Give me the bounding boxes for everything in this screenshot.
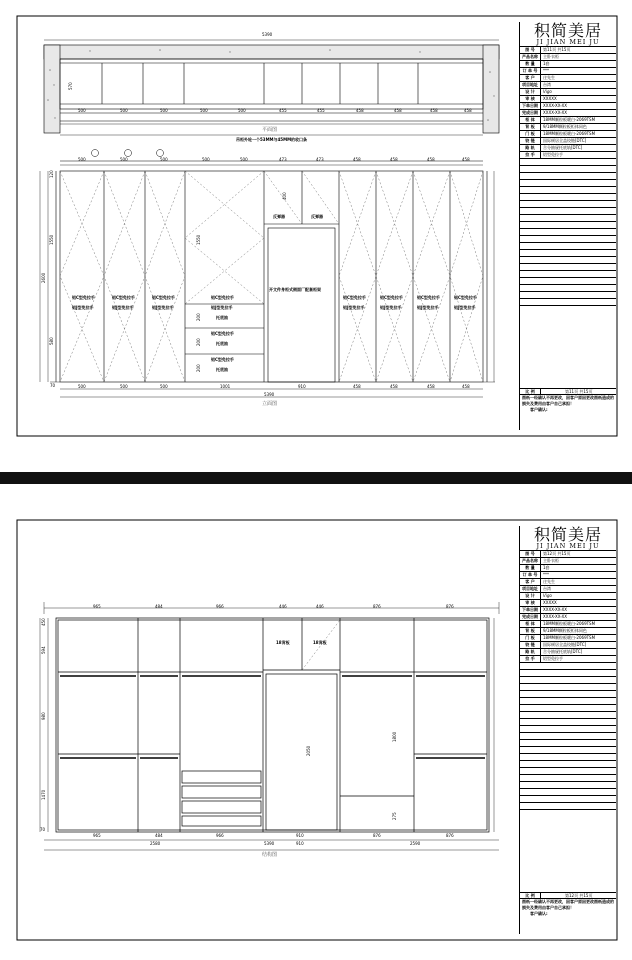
title-rows <box>520 47 616 306</box>
plan-total-dim: 5390 <box>262 32 273 37</box>
plan-dim: 500 <box>120 108 128 113</box>
title-value: 台湾 <box>543 586 551 591</box>
customer-confirm: 客户确认: <box>530 407 548 412</box>
door-label: 铝C型免拉手 <box>152 295 175 300</box>
title-rows <box>520 551 616 810</box>
door-label: 铝J型免拉手 <box>454 305 476 310</box>
struct-bottom-dim: 876 <box>373 833 381 838</box>
plan-dim: 455 <box>279 108 287 113</box>
blank-row <box>520 229 616 236</box>
struct-inner-dim: 1800 <box>392 731 397 742</box>
structure-caption: 结构图 <box>262 852 278 858</box>
title-value: XXXX-XX-XX <box>543 614 568 619</box>
title-row <box>520 117 616 124</box>
elevation-view <box>56 161 487 382</box>
title-row <box>520 586 616 593</box>
title-value: *** <box>543 68 549 73</box>
title-value: 18MM颗粒板暖白-2069TSM <box>543 621 596 626</box>
title-key: 铰 链 <box>520 642 541 648</box>
title-key: 图 号 <box>520 551 541 557</box>
struct-left-dim: 980 <box>41 712 46 720</box>
elev-bottom-dim: 910 <box>298 384 306 389</box>
title-row <box>520 572 616 579</box>
blank-row <box>520 250 616 257</box>
title-key: 数 量 <box>520 565 541 571</box>
scale-label: 比 例 <box>520 389 541 394</box>
brand-name-en: JI JIAN MEI JU <box>536 38 600 46</box>
elev-left-dim: 580 <box>49 337 54 345</box>
structure-view <box>56 618 489 832</box>
title-value: *** <box>543 572 549 577</box>
blank-row <box>520 271 616 278</box>
title-row <box>520 579 616 586</box>
title-row <box>520 68 616 75</box>
title-row <box>520 600 616 607</box>
blank-row <box>520 782 616 789</box>
title-value: 铝型免拉手 <box>543 152 563 157</box>
door-label: 铝J型免拉手 <box>343 305 365 310</box>
plan-dim: 500 <box>78 108 86 113</box>
title-row <box>520 614 616 621</box>
struct-sub-dim: 2580 <box>150 841 161 846</box>
drawing-sheet-2 <box>0 484 632 960</box>
title-key: 路 轨 <box>520 649 541 655</box>
plan-dim: 500 <box>160 108 168 113</box>
title-row <box>520 82 616 89</box>
elev-top-dim: 500 <box>160 157 168 162</box>
blank-row <box>520 187 616 194</box>
title-row <box>520 75 616 82</box>
door-label: 铝C型免拉手 <box>72 295 95 300</box>
drawing-sheet-1 <box>0 0 632 472</box>
blank-row <box>520 285 616 292</box>
title-key: 产品名称 <box>520 54 541 60</box>
struct-bottom-dim: 876 <box>446 833 454 838</box>
drawer-label: 托底抽 <box>216 341 228 346</box>
title-row <box>520 54 616 61</box>
title-key: 柜 体 <box>520 621 541 627</box>
flip-label: 反弹器 <box>273 214 285 219</box>
elev-top-dim: 500 <box>202 157 210 162</box>
title-key: 完成日期 <box>520 614 541 620</box>
title-row <box>520 124 616 131</box>
designer-signature: Vigo <box>543 89 552 94</box>
title-key: 铰 链 <box>520 138 541 144</box>
drawer-label: 铝C型免拉手 <box>211 357 234 362</box>
drawer-label: 托底抽 <box>216 367 228 372</box>
title-row <box>520 607 616 614</box>
title-value: XXXX-XX-XX <box>543 110 568 115</box>
elev-bottom-dim: 458 <box>462 384 470 389</box>
elev-bottom-dim: 458 <box>427 384 435 389</box>
blank-row <box>520 684 616 691</box>
elev-bottom-dim: 500 <box>160 384 168 389</box>
title-value: 台湾 <box>543 82 551 87</box>
title-row <box>520 593 616 600</box>
struct-top-dim: 876 <box>373 604 381 609</box>
title-row <box>520 138 616 145</box>
elev-left-dim: 2600 <box>41 272 46 283</box>
title-key: 订 单 号 <box>520 572 541 578</box>
title-key: 背 板 <box>520 124 541 130</box>
title-key: 审 核 <box>520 96 541 102</box>
struct-bottom-dim: 910 <box>296 833 304 838</box>
title-row <box>520 635 616 642</box>
title-row <box>520 110 616 117</box>
title-value: 1套 <box>543 565 550 570</box>
title-row <box>520 621 616 628</box>
brand-name-en: JI JIAN MEI JU <box>536 542 600 550</box>
title-value: 庄先生 <box>543 75 555 80</box>
title-key: 拉 手 <box>520 152 541 158</box>
title-row <box>520 89 616 96</box>
blank-row <box>520 726 616 733</box>
title-key: 客 户 <box>520 579 541 585</box>
title-row <box>520 103 616 110</box>
door-label: 铝C型免拉手 <box>343 295 366 300</box>
title-row <box>520 642 616 649</box>
sheet-divider <box>0 472 632 484</box>
struct-bottom-dim: 484 <box>155 833 163 838</box>
struct-bottom-dim: 965 <box>93 833 101 838</box>
elev-side-dim: 200 <box>196 338 201 346</box>
struct-top-dim: 484 <box>155 604 163 609</box>
blank-row <box>520 670 616 677</box>
drawer-label: 托底抽 <box>216 315 228 320</box>
blank-row <box>520 201 616 208</box>
title-row <box>520 656 616 663</box>
struct-top-dim: 876 <box>446 604 454 609</box>
elev-top-dim: 458 <box>427 157 435 162</box>
title-row <box>520 558 616 565</box>
elev-bottom-dim: 458 <box>390 384 398 389</box>
elev-top-dim: 458 <box>462 157 470 162</box>
title-key: 项目地址 <box>520 82 541 88</box>
title-value: 主卧衣柜 <box>543 54 559 59</box>
blank-row <box>520 278 616 285</box>
title-value: 合分抽屉托底轨[DTC] <box>543 649 583 654</box>
elev-bottom-dim: 500 <box>78 384 86 389</box>
struct-inner-dim: 275 <box>392 812 397 820</box>
title-key: 项目地址 <box>520 586 541 592</box>
door-label: 铝J型免拉手 <box>72 305 94 310</box>
designer-signature: Vigo <box>543 593 552 598</box>
disclaimer-note: 图纸一经确认不再更改，因客户原因更改图纸造成的损失及费用由客户自己承担！ <box>522 395 614 406</box>
elev-top-dim: 500 <box>240 157 248 162</box>
plan-dim: 500 <box>200 108 208 113</box>
title-value: 18MM颗粒板暖白-2069TSM <box>543 635 596 640</box>
title-key: 下单日期 <box>520 607 541 613</box>
title-value: XXXX-XX-XX <box>543 607 568 612</box>
door-label: 铝C型免拉手 <box>211 295 234 300</box>
elev-top-dim: 500 <box>78 157 86 162</box>
page-number: 第11页 共15页 <box>565 389 593 394</box>
struct-top-dim: 446 <box>279 604 287 609</box>
door-label: 铝C型免拉手 <box>112 295 135 300</box>
blank-row <box>520 215 616 222</box>
title-key: 审 核 <box>520 600 541 606</box>
plan-height-dim: 570 <box>68 82 73 90</box>
title-value: 18MM颗粒板暖白-2069TSM <box>543 131 596 136</box>
blank-row <box>520 775 616 782</box>
elev-total-dim: 5390 <box>264 392 275 397</box>
blank-row <box>520 292 616 299</box>
brand-name-cn: 积简美居 <box>533 525 602 544</box>
blank-row <box>520 712 616 719</box>
title-key: 路 轨 <box>520 145 541 151</box>
blank-row <box>520 803 616 810</box>
title-value: 1套 <box>543 61 550 66</box>
title-row <box>520 47 616 54</box>
brand-name-cn: 积简美居 <box>533 21 602 40</box>
plan-dim: 455 <box>317 108 325 113</box>
blank-row <box>520 768 616 775</box>
plan-dim: 458 <box>430 108 438 113</box>
title-key: 下单日期 <box>520 103 541 109</box>
title-block <box>519 526 616 934</box>
door-label: 铝J型免拉手 <box>112 305 134 310</box>
title-row <box>520 145 616 152</box>
title-value: 第11页 共15页 <box>543 47 571 52</box>
door-label: 铝C型免拉手 <box>417 295 440 300</box>
struct-sub-dim: 2590 <box>410 841 421 846</box>
title-key: 订 单 号 <box>520 68 541 74</box>
back-panel-label: 18背板 <box>276 640 290 645</box>
elev-side-dim: 1550 <box>196 234 201 245</box>
blank-row <box>520 243 616 250</box>
title-value: 铝型免拉手 <box>543 656 563 661</box>
door-label: 铝C型免拉手 <box>454 295 477 300</box>
back-panel-label: 18背板 <box>313 640 327 645</box>
plan-dim: 458 <box>464 108 472 113</box>
struct-sub-dim: 5390 <box>264 841 275 846</box>
elev-side-dim: 400 <box>282 192 287 200</box>
blank-row <box>520 705 616 712</box>
blank-row <box>520 166 616 173</box>
title-value: 9/18MM颗粒板柜体同色 <box>543 124 587 129</box>
title-key: 设 计 <box>520 593 541 599</box>
elev-top-dim: 458 <box>390 157 398 162</box>
title-key: 背 板 <box>520 628 541 634</box>
title-key: 数 量 <box>520 61 541 67</box>
elev-top-dim: 473 <box>279 157 287 162</box>
blank-row <box>520 733 616 740</box>
struct-top-dim: 966 <box>216 604 224 609</box>
title-key: 产品名称 <box>520 558 541 564</box>
title-value: 第12页 共15页 <box>543 551 571 556</box>
elev-side-dim: 200 <box>196 313 201 321</box>
struct-top-dim: 446 <box>316 604 324 609</box>
blank-row <box>520 747 616 754</box>
plan-view <box>44 45 499 133</box>
blank-row <box>520 698 616 705</box>
plan-dim: 500 <box>238 108 246 113</box>
drawer-label: 铝C型免拉手 <box>211 331 234 336</box>
elev-top-dim: 500 <box>120 157 128 162</box>
title-key: 门 板 <box>520 131 541 137</box>
title-value: 主卧衣柜 <box>543 558 559 563</box>
title-row <box>520 551 616 558</box>
title-key: 图 号 <box>520 47 541 53</box>
title-row <box>520 152 616 159</box>
door-label: 铝J型免拉手 <box>417 305 439 310</box>
title-key: 柜 体 <box>520 117 541 123</box>
blank-row <box>520 194 616 201</box>
elev-bottom-dim: 458 <box>353 384 361 389</box>
blank-row <box>520 222 616 229</box>
title-block <box>519 22 616 430</box>
struct-left-dim: 450 <box>41 618 46 626</box>
title-value: 国际顿居全盖铰链[DTC] <box>543 138 587 143</box>
title-value: 18MM颗粒板暖白-2069TSM <box>543 117 596 122</box>
title-footer <box>520 388 616 413</box>
blank-row <box>520 719 616 726</box>
title-value: 庄先生 <box>543 579 555 584</box>
struct-top-dim: 965 <box>93 604 101 609</box>
blank-row <box>520 264 616 271</box>
title-key: 设 计 <box>520 89 541 95</box>
blank-row <box>520 754 616 761</box>
title-value: XXXXX <box>543 600 557 605</box>
blank-row <box>520 761 616 768</box>
blank-row <box>520 173 616 180</box>
struct-left-dim: 70 <box>40 827 46 832</box>
title-value: XXXX-XX-XX <box>543 103 568 108</box>
elev-left-dim: 70 <box>50 383 56 388</box>
elev-left-dim: 120 <box>49 170 54 178</box>
door-label: 铝C型免拉手 <box>380 295 403 300</box>
title-row <box>520 131 616 138</box>
blank-row <box>520 663 616 670</box>
blank-row <box>520 789 616 796</box>
plan-dim: 458 <box>356 108 364 113</box>
blank-row <box>520 677 616 684</box>
plan-annotation: 吊柜外轮一个53MM与45MM的收口条 <box>236 137 308 142</box>
elev-bottom-dim: 1001 <box>220 384 231 389</box>
title-key: 完成日期 <box>520 110 541 116</box>
door-label: 铝J型免拉手 <box>380 305 402 310</box>
blank-row <box>520 236 616 243</box>
brand-logo <box>520 526 616 551</box>
title-value: 合分抽屉托底轨[DTC] <box>543 145 583 150</box>
door-label: 铝J型免拉手 <box>211 305 233 310</box>
blank-row <box>520 299 616 306</box>
title-row <box>520 61 616 68</box>
elev-side-dim: 200 <box>196 364 201 372</box>
title-footer <box>520 892 616 917</box>
struct-inner-dim: 2050 <box>306 745 311 756</box>
struct-left-dim: 1470 <box>41 789 46 800</box>
title-value: 国际顿居全盖铰链[DTC] <box>543 642 587 647</box>
blank-row <box>520 208 616 215</box>
title-row <box>520 628 616 635</box>
blank-row <box>520 159 616 166</box>
title-key: 客 户 <box>520 75 541 81</box>
page-number: 第12页 共15页 <box>565 893 593 898</box>
title-key: 门 板 <box>520 635 541 641</box>
customer-confirm: 客户确认: <box>530 911 548 916</box>
disclaimer-note: 图纸一经确认不再更改，因客户原因更改图纸造成的损失及费用由客户自己承担！ <box>522 899 614 910</box>
blank-row <box>520 257 616 264</box>
struct-bottom-dim: 966 <box>216 833 224 838</box>
struct-sub-dim: 910 <box>296 841 304 846</box>
elev-bottom-dim: 500 <box>120 384 128 389</box>
struct-left-dim: 594 <box>41 646 46 654</box>
title-row <box>520 649 616 656</box>
door-label: 铝J型免拉手 <box>152 305 174 310</box>
blank-row <box>520 796 616 803</box>
elevation-caption: 立面图 <box>262 401 278 407</box>
elev-top-dim: 473 <box>316 157 324 162</box>
blank-row <box>520 180 616 187</box>
elev-left-dim: 1550 <box>49 234 54 245</box>
plan-caption: 平面图 <box>262 127 278 133</box>
scale-label: 比 例 <box>520 893 541 898</box>
title-row <box>520 565 616 572</box>
blank-row <box>520 740 616 747</box>
center-door-label: 开文件身柜式侧面厂配套柜架 <box>269 287 321 292</box>
flip-label: 反弹器 <box>311 214 323 219</box>
brand-logo <box>520 22 616 47</box>
blank-row <box>520 691 616 698</box>
title-value: 9/18MM颗粒板柜体同色 <box>543 628 587 633</box>
title-key: 拉 手 <box>520 656 541 662</box>
plan-dim: 458 <box>394 108 402 113</box>
title-value: XXXXX <box>543 96 557 101</box>
elev-top-dim: 458 <box>353 157 361 162</box>
title-row <box>520 96 616 103</box>
